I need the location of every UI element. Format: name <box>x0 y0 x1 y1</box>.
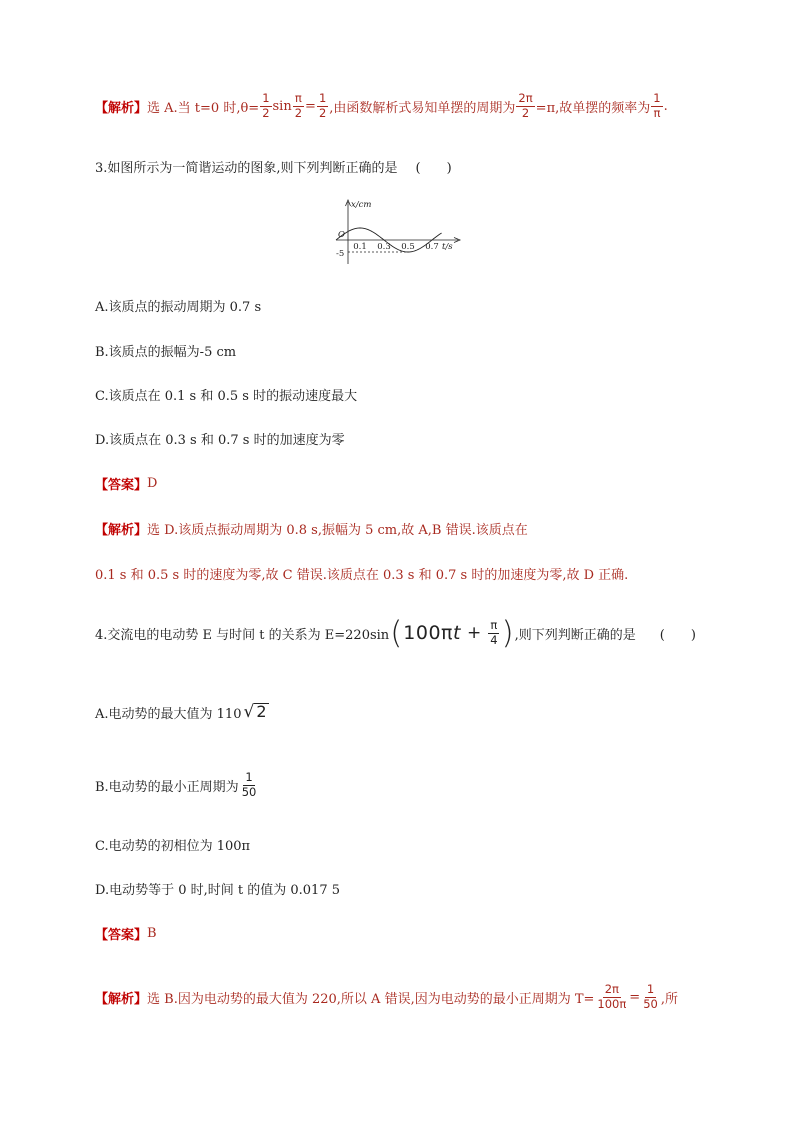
shm-graph-figure <box>334 198 464 266</box>
fraction <box>641 983 660 1010</box>
fraction-denominator: 2 <box>262 105 270 120</box>
q4-stem <box>95 614 696 652</box>
analysis-text: 选 A.当 t=0 时,θ= <box>147 100 260 116</box>
left-parenthesis: ( <box>390 614 403 651</box>
analysis-text: =π,故单摆的频率为 <box>535 100 651 116</box>
q3-option-d <box>95 428 345 448</box>
expression-coefficient: 100π <box>403 622 454 644</box>
question-text: ,则下列判断正确的是 <box>514 627 636 643</box>
answer-value: B <box>147 925 157 941</box>
option-text: B.电动势的最小正周期为 <box>95 779 239 795</box>
fraction-denominator: 50 <box>241 784 257 799</box>
radical-sign: √ <box>243 701 255 722</box>
square-root <box>243 703 268 721</box>
option-text: C.电动势的初相位为 100π <box>95 838 251 854</box>
analysis-text: 选 B.因为电动势的最大值为 220,所以 A 错误,因为电动势的最小正周期为 T= <box>147 991 595 1007</box>
fraction-denominator: 50 <box>643 996 658 1011</box>
q3-option-a <box>95 295 261 315</box>
fraction <box>293 92 304 119</box>
fraction-denominator: 2 <box>521 105 530 120</box>
fraction-denominator: 2 <box>294 105 303 120</box>
expression-variable: t <box>453 622 461 644</box>
radicand: 2 <box>256 702 267 722</box>
analysis-text: = <box>629 989 641 1005</box>
y-axis-label: x/cm <box>351 200 372 210</box>
right-parenthesis: ) <box>501 614 514 651</box>
x-tick-label: 0.1 <box>353 242 367 252</box>
q4-option-a <box>95 699 269 725</box>
fraction <box>317 92 328 119</box>
analysis-label: 【解析】 <box>95 100 148 116</box>
q3-analysis-line-2 <box>95 563 628 583</box>
option-text: A.电动势的最大值为 110 <box>95 706 242 722</box>
answer-bracket: ( ) <box>659 627 696 643</box>
fraction <box>651 92 662 119</box>
fraction-numerator: 1 <box>646 982 655 997</box>
fraction <box>240 771 259 798</box>
q4-option-b <box>95 768 259 802</box>
fraction-numerator: 2π <box>604 982 619 997</box>
fraction-numerator: 1 <box>653 91 661 106</box>
analysis-text: . <box>663 98 668 114</box>
question-text: 3.如图所示为一简谐运动的图象,则下列判断正确的是 <box>95 160 398 176</box>
q4-analysis-line <box>95 980 678 1014</box>
fraction <box>260 92 271 119</box>
option-text: D.电动势等于 0 时,时间 t 的值为 0.017 5 <box>95 882 341 898</box>
x-tick-label: 0.5 <box>401 242 415 252</box>
q3-option-b <box>95 340 236 360</box>
fraction-denominator: 4 <box>490 632 498 647</box>
x-axis-label: t/s <box>442 242 453 252</box>
answer-label: 【答案】 <box>95 927 148 943</box>
question-text: 4.交流电的电动势 E 与时间 t 的关系为 E=220sin <box>95 627 390 643</box>
fraction <box>516 92 534 119</box>
fraction-numerator: 1 <box>318 91 327 106</box>
analysis-label: 【解析】 <box>95 522 148 538</box>
origin-label: O <box>338 230 345 240</box>
fraction-denominator: π <box>653 105 661 120</box>
fraction <box>595 983 628 1010</box>
fraction-numerator: 1 <box>245 770 253 785</box>
fraction-numerator: π <box>490 618 498 633</box>
q4-option-c <box>95 834 250 854</box>
q3-stem <box>95 156 452 176</box>
q3-option-c <box>95 384 357 404</box>
fraction <box>488 619 499 646</box>
fraction-denominator: 2 <box>318 105 327 120</box>
x-tick-label: 0.7 <box>425 242 439 252</box>
analysis-text: 0.1 s 和 0.5 s 时的速度为零,故 C 错误.该质点在 0.3 s 和 0.7 s 时的加速度为零,故 D 正确. <box>95 567 629 583</box>
answer-label: 【答案】 <box>95 477 148 493</box>
x-tick-label: 0.3 <box>377 242 391 252</box>
q3-analysis-line-1 <box>95 518 528 538</box>
analysis-text: 选 D.该质点振动周期为 0.8 s,振幅为 5 cm,故 A,B 错误.该质点在 <box>147 522 528 538</box>
q2-analysis-line <box>95 90 668 122</box>
q4-option-d <box>95 878 340 898</box>
analysis-label: 【解析】 <box>95 991 148 1007</box>
fraction-numerator: 1 <box>262 91 270 106</box>
analysis-text: ,由函数解析式易知单摆的周期为 <box>329 100 516 116</box>
answer-value: D <box>147 475 158 491</box>
option-text: B.该质点的振幅为-5 cm <box>95 344 237 360</box>
option-text: A.该质点的振动周期为 0.7 s <box>95 299 262 315</box>
analysis-text: ,所 <box>660 991 678 1007</box>
analysis-text: = <box>305 98 316 114</box>
neg-amplitude-label: -5 <box>336 249 345 259</box>
fraction-numerator: π <box>294 91 302 106</box>
q4-answer <box>95 923 157 943</box>
fraction-numerator: 2π <box>518 91 533 106</box>
option-text: C.该质点在 0.1 s 和 0.5 s 时的振动速度最大 <box>95 388 358 404</box>
fraction-denominator: 100π <box>597 996 627 1011</box>
option-text: D.该质点在 0.3 s 和 0.7 s 时的加速度为零 <box>95 432 345 448</box>
expression-plus: + <box>466 623 482 643</box>
q3-answer <box>95 473 157 493</box>
analysis-text: sin <box>272 98 292 114</box>
answer-bracket: ( ) <box>415 160 452 176</box>
